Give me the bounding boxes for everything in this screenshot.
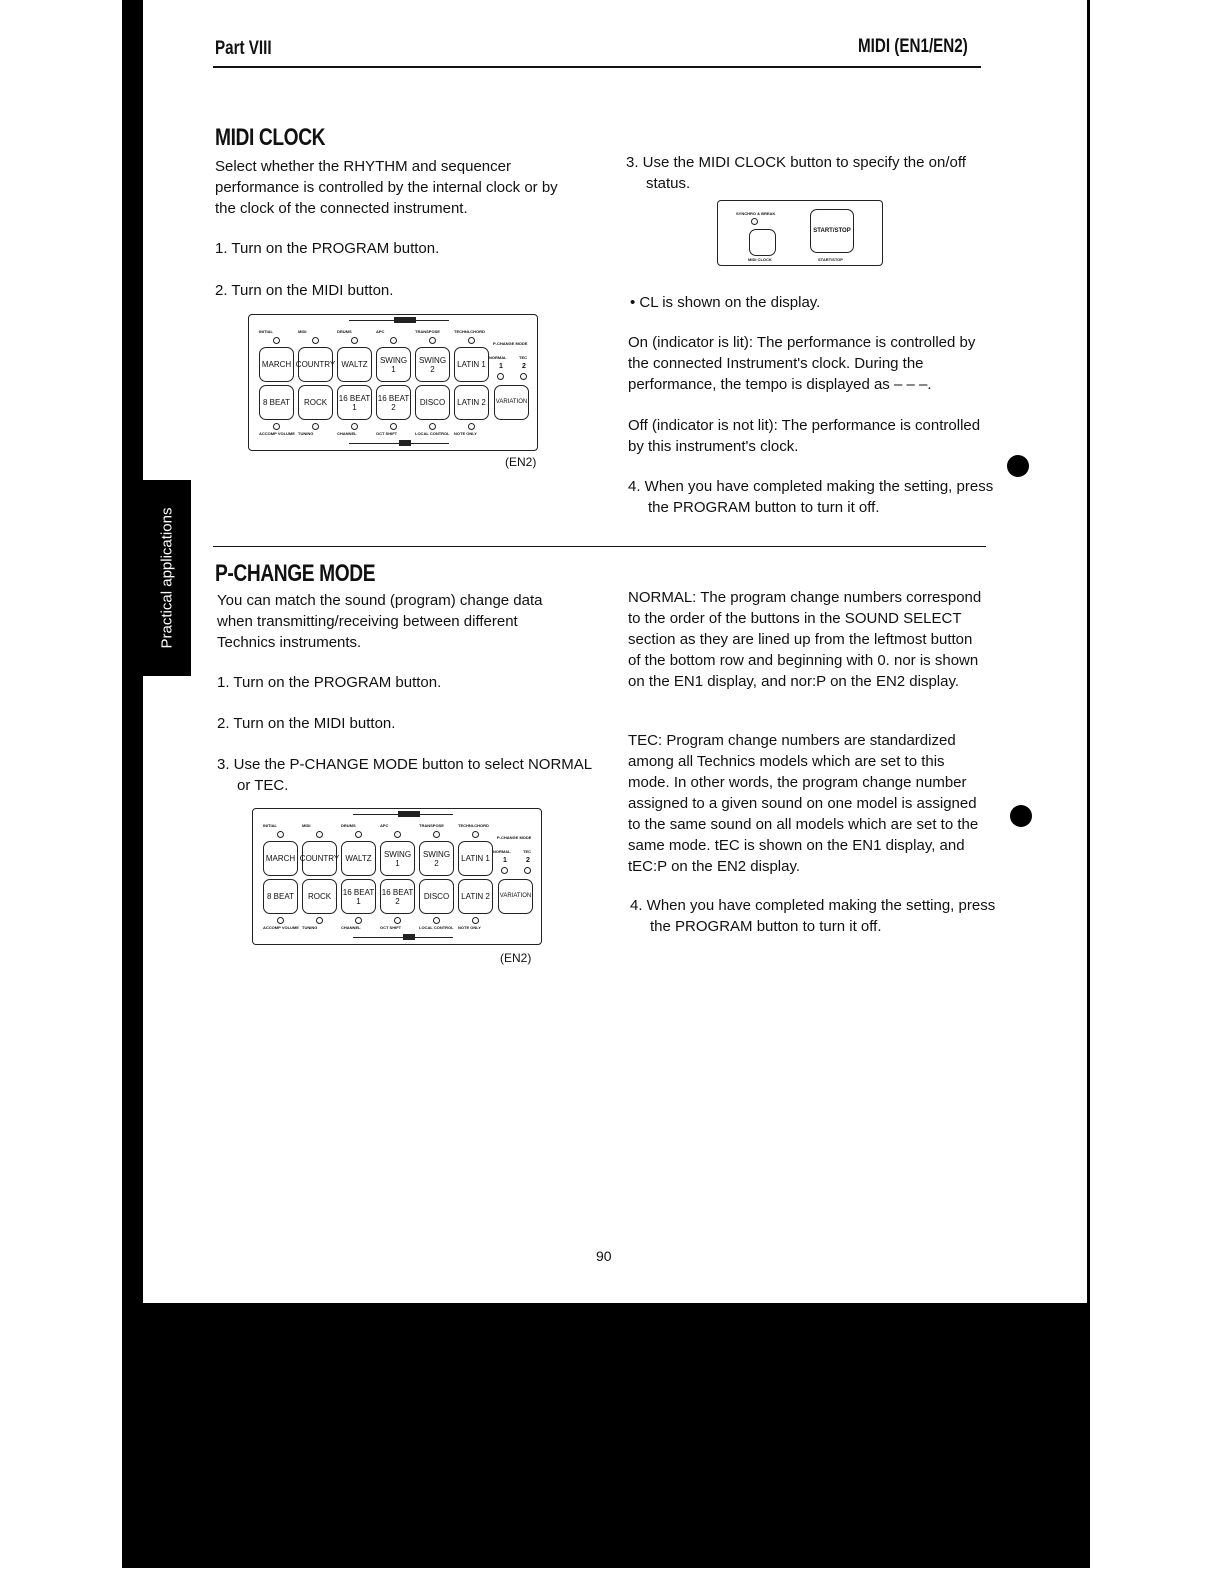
top-led: [472, 831, 479, 838]
page-number: 90: [596, 1248, 612, 1264]
midi-clock-bullet: • CL is shown on the display.: [630, 294, 821, 311]
bottom-led: [433, 917, 440, 924]
bottom-led-label: NOTE ONLY: [458, 925, 481, 930]
rhythm-button[interactable]: WALTZ: [337, 347, 372, 382]
midi-clock-step1: 1. Turn on the PROGRAM button.: [215, 240, 440, 257]
diagram-caption-2: (EN2): [500, 951, 532, 965]
rhythm-button[interactable]: 16 BEAT 1: [341, 879, 376, 914]
bottom-led-label: CHANNEL: [341, 925, 361, 930]
midi-clock-off: Off (indicator is not lit): The performance is controlled by this instrument's clock.: [628, 417, 981, 455]
rhythm-button[interactable]: COUNTRY: [298, 347, 333, 382]
pchange-tec: TEC: Program change numbers are standardized among all Technics models which are set to this mode. In other words, the program change number assigned to a given sound on one model is assigned to the same sound on all models which are set to the same mode. tEC is shown on the EN1 display, and tEC:P on the EN2 display.: [628, 732, 979, 875]
tec-led: [524, 867, 531, 874]
top-led-label: MIDI: [302, 823, 311, 828]
pchange-mode-label: P-CHANGE MODE: [493, 341, 528, 346]
bottom-led: [429, 423, 436, 430]
section-rule: [213, 546, 986, 547]
midi-clock-label: MIDI CLOCK: [748, 257, 772, 262]
rhythm-button[interactable]: MARCH: [259, 347, 294, 382]
top-led-label: TECHNI-CHORD: [454, 329, 485, 334]
bottom-led: [472, 917, 479, 924]
top-led-label: INITIAL: [259, 329, 273, 334]
top-led-label: APC: [380, 823, 389, 828]
rhythm-button[interactable]: MARCH: [263, 841, 298, 876]
bottom-led-label: LOCAL CONTROL: [419, 925, 454, 930]
rhythm-button[interactable]: LATIN 1: [458, 841, 493, 876]
bottom-led: [277, 917, 284, 924]
synchro-led: [751, 218, 758, 225]
midi-clock-step3: 3. Use the MIDI CLOCK button to specify the on/off status.: [626, 154, 966, 192]
keypad-diagram-1: [248, 314, 538, 451]
bottom-led: [355, 917, 362, 924]
midi-clock-button[interactable]: [749, 229, 776, 256]
tec-label: TEC: [519, 355, 527, 360]
pchange-title: P-CHANGE MODE: [215, 560, 376, 587]
bottom-led: [316, 917, 323, 924]
synchro-label: SYNCHRO & BREAK: [736, 211, 776, 216]
top-led-label: TRANSPOSE: [419, 823, 444, 828]
tec-number: 2: [526, 857, 530, 864]
top-led: [316, 831, 323, 838]
rhythm-button[interactable]: 8 BEAT: [259, 385, 294, 420]
midi-clock-intro: Select whether the RHYTHM and sequencer performance is controlled by the internal clock or by the clock of the connected instrument.: [215, 158, 558, 217]
normal-number: 1: [499, 363, 503, 370]
bottom-led: [312, 423, 319, 430]
rhythm-button[interactable]: 8 BEAT: [263, 879, 298, 914]
section-tab: [143, 480, 191, 676]
top-led-label: TRANSPOSE: [415, 329, 440, 334]
pchange-mode-label: P-CHANGE MODE: [497, 835, 532, 840]
midi-clock-step4: 4. When you have completed making the setting, press the PROGRAM button to turn it off.: [628, 478, 994, 516]
bottom-led-label: OCT SHIFT: [380, 925, 402, 930]
midi-clock-on: On (indicator is lit): The performance is controlled by the connected Instrument's clock. During the performance, the tempo is displayed as – – –.: [628, 334, 976, 393]
bottom-led-label: OCT SHIFT: [376, 431, 398, 436]
bottom-led-label: ACCOMP VOLUME: [263, 925, 299, 930]
top-led: [312, 337, 319, 344]
bottom-led-label: LOCAL CONTROL: [415, 431, 450, 436]
normal-number: 1: [503, 857, 507, 864]
midi-clock-title: MIDI CLOCK: [215, 124, 326, 151]
section-tab-label: Practical applications: [158, 507, 176, 649]
bottom-led-label: CHANNEL: [337, 431, 357, 436]
top-led-label: INITIAL: [263, 823, 277, 828]
start-stop-button[interactable]: START/STOP: [810, 209, 854, 253]
bottom-led-label: NOTE ONLY: [454, 431, 477, 436]
pchange-normal: NORMAL: The program change numbers correspond to the order of the buttons in the SOUND SELECT section as they are lined up from the leftmost button of the bottom row and beginning with 0. nor is shown on the EN1 display, and nor:P on the EN2 display.: [628, 589, 982, 690]
bottom-led: [273, 423, 280, 430]
top-led: [390, 337, 397, 344]
start-stop-label: START/STOP: [818, 257, 843, 262]
top-led: [351, 337, 358, 344]
normal-label: NORMAL: [493, 849, 511, 854]
midi-clock-step2: 2. Turn on the MIDI button.: [215, 282, 394, 299]
top-led: [433, 831, 440, 838]
top-led-label: DRUMS: [337, 329, 352, 334]
top-led: [277, 831, 284, 838]
bottom-led: [390, 423, 397, 430]
bottom-led-label: ACCOMP VOLUME: [259, 431, 295, 436]
rhythm-button[interactable]: 16 BEAT 2: [380, 879, 415, 914]
rhythm-button[interactable]: DISCO: [419, 879, 454, 914]
top-led: [394, 831, 401, 838]
normal-label: NORMAL: [489, 355, 507, 360]
header-part: Part VIII: [215, 38, 272, 59]
rhythm-button[interactable]: LATIN 2: [454, 385, 489, 420]
normal-led: [501, 867, 508, 874]
normal-led: [497, 373, 504, 380]
bottom-led-label: TUNING: [298, 431, 314, 436]
pchange-step2: 2. Turn on the MIDI button.: [217, 715, 396, 732]
rhythm-button[interactable]: 16 BEAT 2: [376, 385, 411, 420]
diagram-caption: (EN2): [505, 455, 537, 469]
rhythm-button[interactable]: ROCK: [298, 385, 333, 420]
top-led: [273, 337, 280, 344]
rhythm-button[interactable]: 16 BEAT 1: [337, 385, 372, 420]
binding-hole: [1010, 805, 1032, 827]
top-led-label: DRUMS: [341, 823, 356, 828]
pchange-intro: You can match the sound (program) change data when transmitting/receiving between different Technics instruments.: [217, 592, 543, 651]
midi-clock-panel: [717, 200, 883, 266]
variation-button[interactable]: VARIATION: [498, 879, 533, 914]
tec-label: TEC: [523, 849, 531, 854]
rhythm-button[interactable]: DISCO: [415, 385, 450, 420]
rhythm-button[interactable]: LATIN 2: [458, 879, 493, 914]
top-led: [355, 831, 362, 838]
bottom-led: [468, 423, 475, 430]
rhythm-button[interactable]: LATIN 1: [454, 347, 489, 382]
rhythm-button[interactable]: SWING 2: [415, 347, 450, 382]
variation-button[interactable]: VARIATION: [494, 385, 529, 420]
rhythm-button[interactable]: WALTZ: [341, 841, 376, 876]
rhythm-button[interactable]: SWING 1: [380, 841, 415, 876]
top-led-label: MIDI: [298, 329, 307, 334]
bottom-led: [351, 423, 358, 430]
rhythm-button[interactable]: COUNTRY: [302, 841, 337, 876]
keypad-diagram-2: [252, 808, 542, 945]
pchange-step1: 1. Turn on the PROGRAM button.: [217, 674, 442, 691]
header-rule: [213, 66, 981, 68]
top-led-label: APC: [376, 329, 385, 334]
bottom-led: [394, 917, 401, 924]
rhythm-button[interactable]: SWING 1: [376, 347, 411, 382]
rhythm-button[interactable]: SWING 2: [419, 841, 454, 876]
rhythm-button[interactable]: ROCK: [302, 879, 337, 914]
top-led-label: TECHNI-CHORD: [458, 823, 489, 828]
bottom-led-label: TUNING: [302, 925, 318, 930]
binding-hole: [1007, 455, 1029, 477]
tec-number: 2: [522, 363, 526, 370]
pchange-step3: 3. Use the P-CHANGE MODE button to select NORMAL or TEC.: [217, 756, 592, 794]
top-led: [429, 337, 436, 344]
tec-led: [520, 373, 527, 380]
header-section: MIDI (EN1/EN2): [858, 36, 968, 57]
top-led: [468, 337, 475, 344]
pchange-step4: 4. When you have completed making the setting, press the PROGRAM button to turn it off.: [630, 897, 996, 935]
